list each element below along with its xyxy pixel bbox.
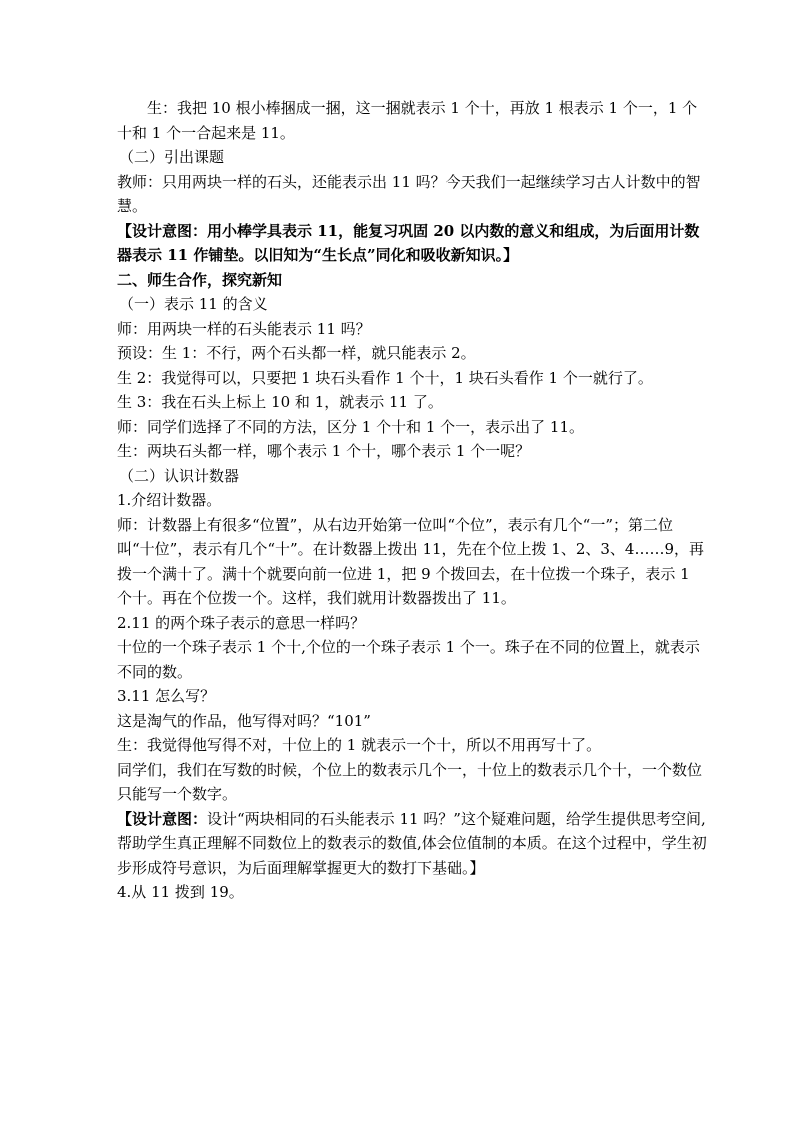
paragraph-student-bundle: 生：我把 10 根小棒捆成一捆，这一捆就表示 1 个十，再放 1 根表示 1 个一，1 个十和 1 个一合起来是 11。 <box>117 99 698 142</box>
paragraph-student-1: 预设：生 1：不行，两个石头都一样，就只能表示 2。 <box>117 344 476 362</box>
subheading-counter: （二）认识计数器 <box>119 466 240 485</box>
section-heading-2: 二、师生合作，探究新知 <box>117 270 283 289</box>
design-intent-label: 【设计意图： <box>117 221 208 240</box>
design-intent-text: 用小棒学具表示 11，能复习巩固 20 以内数的意义和组成，为后面用计数器表示 11 作铺垫。以旧知为“生长点”同化和吸收新知识。】 <box>117 221 700 264</box>
item-1-intro-counter: 1.介绍计数器。 <box>117 491 222 509</box>
paragraph-design-intent-1 <box>117 219 707 268</box>
paragraph-teacher-summary: 师：同学们选择了不同的方法，区分 1 个十和 1 个一，表示出了 11。 <box>117 417 585 436</box>
paragraph-teacher-question: 教师：只用两块一样的石头，还能表示出 11 吗？今天我们一起继续学习古人计数中的智慧。 <box>117 172 701 215</box>
item-3-how-to-write: 3.11 怎么写？ <box>117 687 216 705</box>
paragraph-student-3: 生 3：我在石头上标上 10 和 1，就表示 11 了。 <box>117 393 443 411</box>
subheading-introduce-topic: （二）引出课题 <box>119 148 225 166</box>
paragraph-student-2: 生 2：我觉得可以，只要把 1 块石头看作 1 个十，1 块石头看作 1 个一就行了。 <box>117 368 653 387</box>
paragraph-place-value-rule: 同学们，我们在写数的时候，个位上的数表示几个一，十位上的数表示几个十，一个数位只能写一个数字。 <box>117 760 703 803</box>
document-body <box>117 96 707 905</box>
item-4-count-to-19: 4.从 11 拨到 19。 <box>117 883 244 901</box>
design-intent-text: 设计“两块相同的石头能表示 11 吗？”这个疑难问题，给学生提供思考空间,帮助学生真正理解不同数位上的数表示的数值,体会位值制的本质。在这个过程中，学生初步形成符号意识，为后面理解掌握更大的数打下基础。】 <box>117 809 707 877</box>
paragraph-design-intent-2 <box>117 807 707 881</box>
paragraph-beads-meaning: 十位的一个珠子表示 1 个十,个位的一个珠子表示 1 个一。珠子在不同的位置上，就表示不同的数。 <box>117 638 700 681</box>
paragraph-student-question: 生：两块石头都一样，哪个表示 1 个十，哪个表示 1 个一呢？ <box>117 442 531 460</box>
design-intent-label: 【设计意图： <box>117 809 208 828</box>
paragraph-student-answer: 生：我觉得他写得不对，十位上的 1 就表示一个十，所以不用再写十了。 <box>117 736 602 754</box>
paragraph-naughty-work: 这是淘气的作品，他写得对吗？“101” <box>117 711 371 730</box>
item-2-two-beads: 2.11 的两个珠子表示的意思一样吗？ <box>117 613 366 632</box>
subheading-meaning-of-11: （一）表示 11 的含义 <box>119 295 268 313</box>
paragraph-counter-explanation: 师：计数器上有很多“位置”，从右边开始第一位叫“个位”，表示有几个“一”；第二位叫“十位”，表示有几个“十”。在计数器上拨出 11，先在个位上拨 1、2、3、4……9，再拨一个满十了。满十个就要向前一位进 1，把 9 个拨回去，在十位拨一个珠子，表示 1 个十。再在个位拨一个。这样，我们就用计数器拨出了 11。 <box>117 515 705 607</box>
paragraph-teacher-two-stones: 师：用两块一样的石头能表示 11 吗？ <box>117 319 371 338</box>
